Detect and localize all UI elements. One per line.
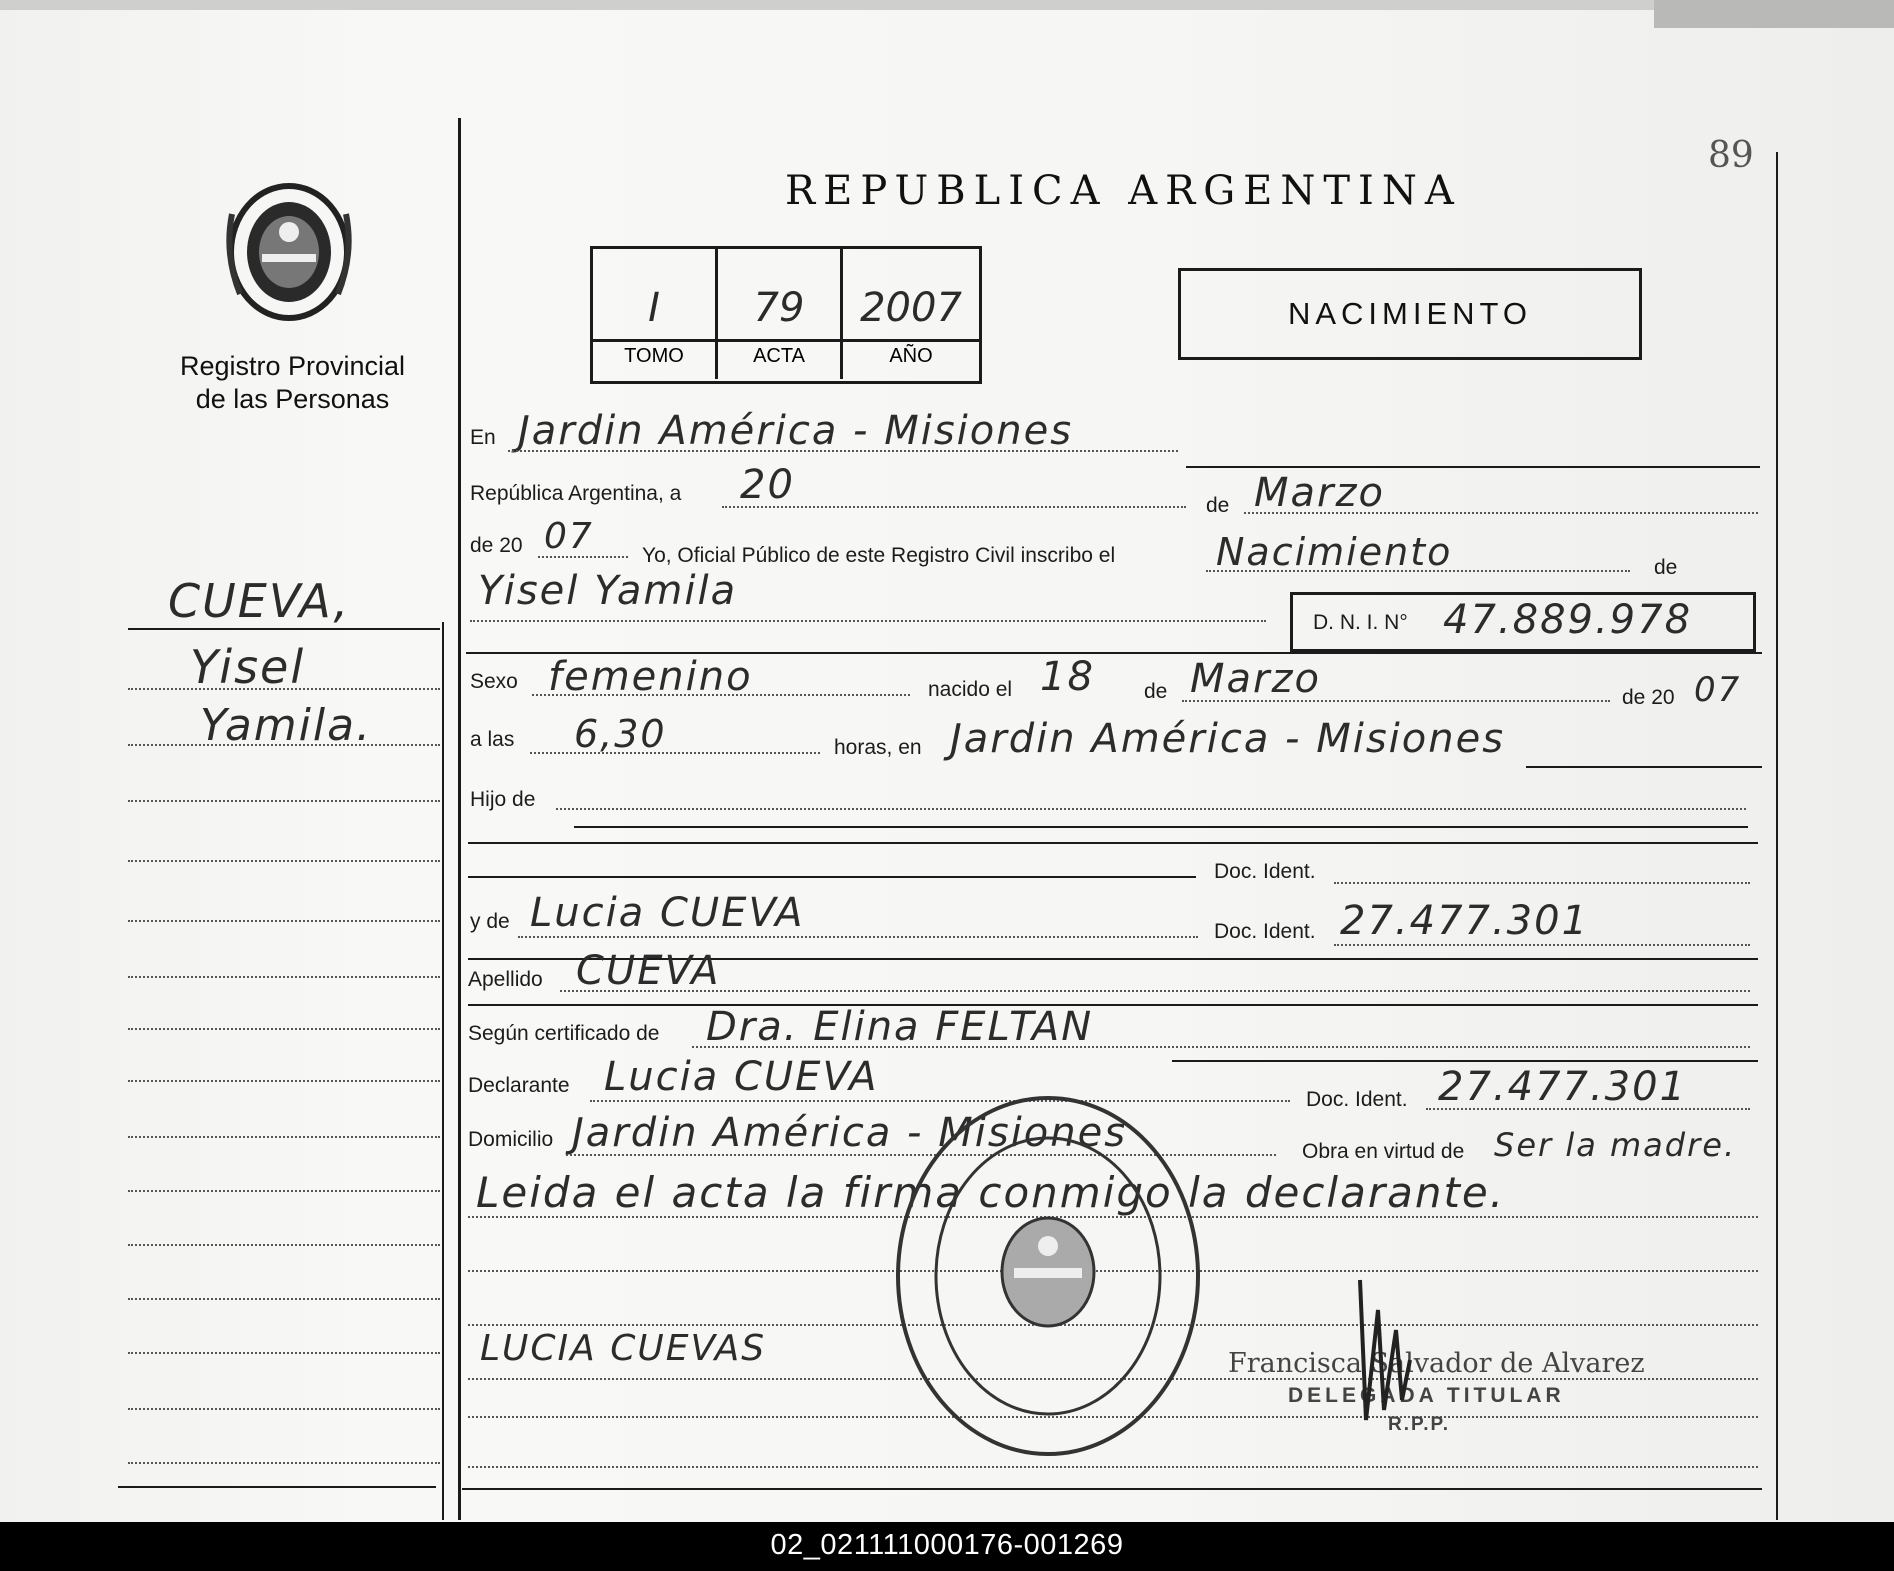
horas-label: horas, en bbox=[834, 736, 922, 759]
margin-line bbox=[128, 920, 440, 922]
margin-line bbox=[128, 1190, 440, 1192]
birth-month-line bbox=[1182, 700, 1610, 702]
record-number-table bbox=[590, 246, 982, 384]
margin-line bbox=[128, 1028, 440, 1030]
birth-place-value: Jardin América - Misiones bbox=[950, 716, 1506, 762]
doctor-line bbox=[692, 1046, 1750, 1048]
domicilio-value: Jardin América - Misiones bbox=[572, 1110, 1128, 1156]
margin-line bbox=[128, 1408, 440, 1410]
margin-given-1: Yisel bbox=[190, 640, 306, 694]
signatory-office: R.P.P. bbox=[1388, 1414, 1451, 1435]
hijo-rule-2 bbox=[468, 842, 1758, 844]
margin-line bbox=[128, 1244, 440, 1246]
sexo-label: Sexo bbox=[470, 670, 518, 693]
obra-label: Obra en virtud de bbox=[1302, 1140, 1465, 1163]
margin-line bbox=[128, 800, 440, 802]
docident3-label: Doc. Ident. bbox=[1306, 1088, 1408, 1111]
tomo-cell bbox=[593, 249, 718, 379]
father-rule bbox=[468, 876, 1196, 878]
tomo-value: I bbox=[648, 285, 660, 331]
margin-line bbox=[128, 1136, 440, 1138]
republica-label: República Argentina, a bbox=[470, 482, 682, 505]
de20b-label: de 20 bbox=[1622, 686, 1675, 709]
name-value: Yisel Yamila bbox=[478, 568, 738, 614]
hijo-rule bbox=[574, 826, 1748, 828]
margin-line bbox=[128, 744, 440, 746]
handwritten-signature-icon bbox=[1350, 1270, 1440, 1430]
folio-number: 89 bbox=[1708, 135, 1754, 176]
margin-line bbox=[128, 688, 440, 690]
mother-value: Lucia CUEVA bbox=[530, 890, 805, 936]
month-value: Marzo bbox=[1254, 470, 1385, 516]
tomo-label: TOMO bbox=[624, 345, 684, 367]
hour-line bbox=[530, 752, 820, 754]
image-caption: 02_021111000176-001269 bbox=[770, 1529, 1124, 1561]
name-line bbox=[470, 620, 1266, 622]
alas-label: a las bbox=[470, 728, 515, 751]
dni-value: 47.889.978 bbox=[1443, 597, 1693, 643]
docident2-label: Doc. Ident. bbox=[1214, 920, 1316, 943]
margin-line bbox=[128, 976, 440, 978]
margin-line bbox=[128, 860, 440, 862]
declarante-doc-line bbox=[1426, 1108, 1750, 1110]
acta-value: 79 bbox=[753, 285, 805, 331]
margin-surname-rule bbox=[128, 628, 440, 630]
paper-corner-shadow bbox=[1654, 0, 1894, 28]
year-line bbox=[538, 556, 628, 558]
certificado-label: Según certificado de bbox=[468, 1022, 660, 1045]
mother-doc-line bbox=[1334, 944, 1750, 946]
de2-label: de bbox=[1654, 556, 1678, 579]
act-kind-line bbox=[1206, 570, 1630, 572]
dni-box bbox=[1290, 592, 1756, 652]
declarante-value: Lucia CUEVA bbox=[604, 1054, 879, 1100]
place-value: Jardin América - Misiones bbox=[518, 408, 1074, 454]
docident1-label: Doc. Ident. bbox=[1214, 860, 1316, 883]
nacido-label: nacido el bbox=[928, 678, 1013, 701]
act-kind-value: Nacimiento bbox=[1216, 530, 1453, 574]
de-label: de bbox=[1206, 494, 1230, 517]
hijo-line bbox=[556, 808, 1746, 810]
month-line bbox=[1244, 512, 1758, 514]
obra-value: Ser la madre. bbox=[1494, 1126, 1737, 1164]
acta-cell bbox=[718, 249, 843, 379]
margin-line bbox=[128, 1352, 440, 1354]
mother-doc-value: 27.477.301 bbox=[1340, 898, 1590, 944]
hour-value: 6,30 bbox=[574, 712, 667, 756]
registry-name bbox=[150, 350, 435, 416]
margin-line bbox=[128, 1080, 440, 1082]
sexo-value: femenino bbox=[548, 654, 753, 700]
sexo-line bbox=[532, 694, 910, 696]
apellido-label: Apellido bbox=[468, 968, 543, 991]
official-stamp-icon bbox=[892, 1092, 1204, 1460]
margin-surname: CUEVA, bbox=[168, 574, 351, 628]
day-line bbox=[722, 506, 1186, 508]
margin-line bbox=[128, 1298, 440, 1300]
note-line-6 bbox=[468, 1466, 1758, 1468]
birth-year-value: 07 bbox=[1694, 670, 1742, 710]
registry-line-1: Registro Provincial bbox=[179, 351, 406, 381]
birth-month-value: Marzo bbox=[1190, 656, 1321, 702]
acta-label: ACTA bbox=[753, 345, 805, 367]
yde-label: y de bbox=[470, 910, 510, 933]
birth-place-line-end bbox=[1526, 766, 1762, 768]
table-separator bbox=[593, 339, 979, 342]
anio-cell bbox=[843, 249, 979, 379]
margin-rule-left bbox=[458, 118, 461, 1520]
record-type-box: NACIMIENTO bbox=[1178, 268, 1642, 360]
de3-label: de bbox=[1144, 680, 1168, 703]
father-doc-line bbox=[1334, 882, 1750, 884]
year-value: 07 bbox=[544, 516, 594, 557]
document-title: REPUBLICA ARGENTINA bbox=[785, 168, 1462, 214]
margin-given-2: Yamila. bbox=[200, 700, 373, 751]
note-text: Leida el acta la firma conmigo la declarante. bbox=[476, 1168, 1506, 1217]
doctor-value: Dra. Elina FELTAN bbox=[706, 1004, 1094, 1050]
margin-bottom-rule bbox=[118, 1486, 436, 1488]
dni-label: D. N. I. N° bbox=[1313, 611, 1408, 634]
registry-line-2: de las Personas bbox=[195, 384, 390, 414]
anio-value: 2007 bbox=[860, 285, 962, 331]
declarante-doc-value: 27.477.301 bbox=[1438, 1064, 1688, 1110]
declarante-label: Declarante bbox=[468, 1074, 570, 1097]
anio-label: AÑO bbox=[889, 345, 933, 367]
signatory-name: Francisca Salvador de Alvarez bbox=[1228, 1348, 1645, 1379]
margin-rule-left-inner bbox=[442, 622, 444, 1520]
place-line-end bbox=[1186, 466, 1760, 468]
province-seal-icon bbox=[222, 174, 356, 324]
place-line bbox=[508, 450, 1178, 452]
declarant-signature: LUCIA CUEVAS bbox=[480, 1328, 767, 1369]
oficial-label: Yo, Oficial Público de este Registro Civil inscribo el bbox=[642, 544, 1116, 567]
day-value: 20 bbox=[740, 462, 795, 508]
apellido-rule bbox=[468, 1004, 1758, 1006]
paper-top-edge bbox=[0, 0, 1894, 10]
apellido-value: CUEVA bbox=[576, 948, 721, 994]
bottom-rule bbox=[462, 1488, 1762, 1490]
right-border-rule bbox=[1776, 152, 1778, 1520]
mother-line bbox=[518, 936, 1198, 938]
en-label: En bbox=[470, 426, 496, 449]
de20-label: de 20 bbox=[470, 534, 523, 557]
signatory-role: DELEGADA TITULAR bbox=[1288, 1384, 1565, 1407]
margin-line bbox=[128, 1462, 440, 1464]
apellido-line bbox=[560, 990, 1750, 992]
domicilio-label: Domicilio bbox=[468, 1128, 554, 1151]
birth-day-value: 18 bbox=[1040, 654, 1095, 700]
doctor-rule bbox=[1172, 1060, 1758, 1062]
hijo-label: Hijo de bbox=[470, 788, 536, 811]
